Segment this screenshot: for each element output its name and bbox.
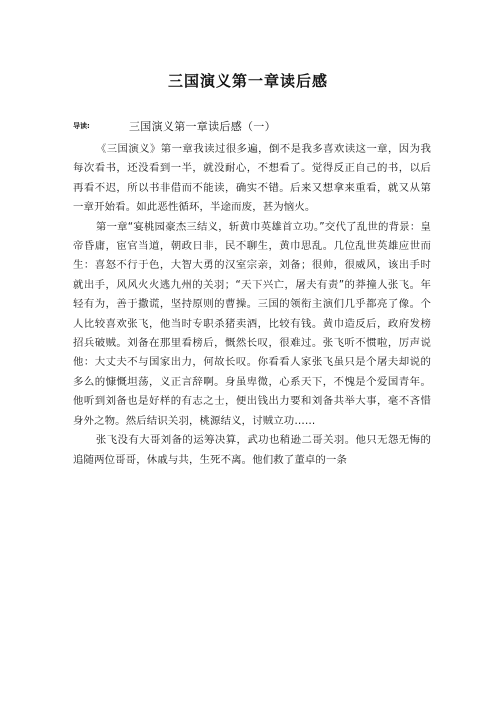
article-body [73,140,431,470]
intro-row [73,118,433,136]
document-title: 三国演义第一章读后感 [167,72,328,90]
paragraph: 《三国演义》第一章我读过很多遍，倒不是我多喜欢读这一章，因为我每次看书，还没看到一半，就没耐心，不想看了。觉得反正自己的书，以后再看不迟，所以书非借而不能读，确实不错。后来又想拿来重看，就又从第一章开始看。如此恶性循环，半途而废，甚为恼火。 [73,143,431,214]
intro-text: 三国演义第一章读后感（一） [129,120,276,133]
intro-label: 导读: [73,122,90,130]
paragraph: 张飞没有大哥刘备的运筹决算，武功也稍逊二哥关羽。他只无怨无悔的追随两位哥哥，休戚与共，生死不离。他们救了董卓的一条 [73,434,431,466]
paragraph: 第一章“宴桃园豪杰三结义，斩黄巾英雄首立功。”交代了乱世的背景：皇帝昏庸，宦官当道，朝政日非，民不聊生，黄巾思乱。几位乱世英雄应世而生：喜怒不行于色，大智大勇的汉室宗亲，刘备；很帅，很威风，该出手时就出手，风风火火逃九州的关羽；“天下兴亡，屠夫有责”的莽撞人张飞。年轻有为，善于撒谎，坚持原则的曹操。三国的领衔主演们几乎都亮了像。个人比较喜欢张飞，他当时专职杀猪卖酒，比较有钱。黄巾造反后，政府发榜招兵破贼。刘备在那里看榜后，慨然长叹，很难过。张飞听不惯啦，厉声说他：大丈夫不与国家出力，何故长叹。你看看人家张飞虽只是个屠夫却说的多么的慷慨坦荡，义正言辞啊。身虽卑微，心系天下，不愧是个爱国青年。他听到刘备也是好样的有志之士，便出钱出力要和刘备共举大事，毫不吝惜身外之物。然后结识关羽，桃源结义，讨贼立功…… [73,220,431,427]
